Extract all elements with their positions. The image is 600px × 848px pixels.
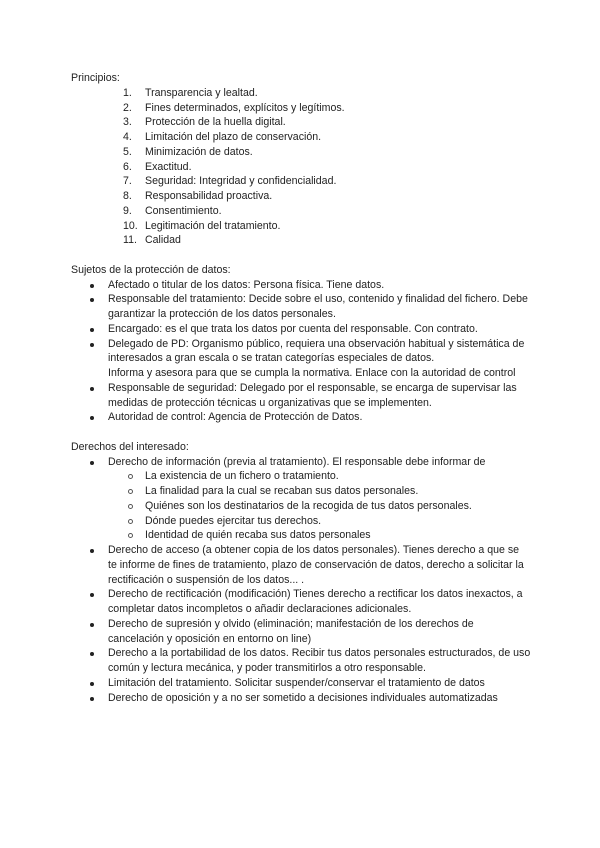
item-text: Responsabilidad proactiva. <box>145 190 273 202</box>
list-item-line <box>71 676 541 691</box>
list-item-line <box>71 602 541 617</box>
sub-list-item <box>71 469 541 484</box>
bullet-icon <box>90 284 94 288</box>
list-item-text: Afectado o titular de los datos: Persona física. Tiene datos. <box>108 278 385 291</box>
item-number: 8. <box>123 190 132 202</box>
list-item-text: Encargado: es el que trata los datos por cuenta del responsable. Con contrato. <box>108 322 478 335</box>
list-item-line <box>71 573 541 588</box>
list-item-text: cancelación y oposición en entorno on line) <box>108 632 312 645</box>
hollow-bullet-icon <box>128 519 133 524</box>
item-number: 2. <box>123 101 132 114</box>
list-item-line <box>71 351 541 366</box>
hollow-bullet-icon <box>128 533 133 538</box>
bullet-icon <box>90 549 94 553</box>
item-text: Transparencia y lealtad. <box>145 86 258 99</box>
list-item-text: Responsable del tratamiento: Decide sobre el uso, contenido y finalidad del fichero. Debe <box>108 293 528 306</box>
list-item-line <box>71 396 541 411</box>
numbered-item <box>71 160 541 175</box>
list-item <box>71 455 541 470</box>
list-item-line <box>71 558 541 573</box>
numbered-item <box>71 145 541 160</box>
sub-list-item <box>71 528 541 543</box>
list-item-text: rectificación o suspensión de los datos... . <box>108 573 305 586</box>
bullet-icon <box>90 697 94 701</box>
numbered-item <box>71 233 541 248</box>
sub-list-item-text: Quiénes son los destinatarios de la recogida de tus datos personales. <box>145 499 472 512</box>
hollow-bullet-icon <box>128 504 133 509</box>
list-item-text: Derecho a la portabilidad de los datos. Recibir tus datos personales estructurados, de uso <box>108 647 531 660</box>
list-item-text: Derecho de oposición y a no ser sometido a decisiones individuales automatizadas <box>108 691 498 704</box>
numbered-item <box>71 204 541 219</box>
sub-list <box>71 469 541 543</box>
list-item-text: completar datos incompletos o añadir declaraciones adicionales. <box>108 603 412 615</box>
list-item-line <box>71 322 541 337</box>
list-item-text: Responsable de seguridad: Delegado por el responsable, se encarga de supervisar las <box>108 381 517 394</box>
list-item-text: Derecho de información (previa al tratamiento). El responsable debe informar de <box>108 455 486 468</box>
sub-list-item <box>71 514 541 529</box>
derechos-list <box>71 455 541 706</box>
section-heading-derechos: Derechos del interesado: <box>71 440 189 453</box>
numbered-item <box>71 219 541 234</box>
bullet-icon <box>90 682 94 686</box>
numbered-item <box>71 174 541 189</box>
numbered-item <box>71 189 541 204</box>
sub-list-item <box>71 499 541 514</box>
bullet-icon <box>90 328 94 332</box>
sub-list-item-text: La finalidad para la cual se recaban sus datos personales. <box>145 485 419 497</box>
sub-list-item-text: La existencia de un fichero o tratamiento. <box>145 470 339 483</box>
list-item-text: Limitación del tratamiento. Solicitar suspender/conservar el tratamiento de datos <box>108 676 485 689</box>
list-item-line <box>71 381 541 396</box>
numbered-item <box>71 130 541 145</box>
item-text: Limitación del plazo de conservación. <box>145 131 322 143</box>
bullet-icon <box>90 623 94 627</box>
list-item-line <box>71 661 541 676</box>
item-text: Fines determinados, explícitos y legítimos. <box>145 101 345 114</box>
bullet-icon <box>90 387 94 391</box>
sub-list-item <box>71 484 541 499</box>
list-item-text: te informe de fines de tratamiento, plazo de conservación de datos, derecho a solicitar la <box>108 558 524 571</box>
numbered-item <box>71 115 541 130</box>
list-item-text: interesados a gran escala o se tratan categorías especiales de datos. <box>108 352 435 365</box>
item-text: Calidad <box>145 234 181 247</box>
list-item-text: medidas de protección técnicas u organizativas que se implementen. <box>108 396 432 409</box>
list-item-text: Derecho de acceso (a obtener copia de los datos personales). Tienes derecho a que se <box>108 544 520 556</box>
list-item-text: Delegado de PD: Organismo público, requiera una observación habitual y sistemática de <box>108 337 525 350</box>
item-text: Protección de la huella digital. <box>145 116 286 129</box>
bullet-icon <box>90 652 94 656</box>
list-item-line <box>71 617 541 632</box>
bullet-icon <box>90 416 94 420</box>
list-item-line <box>71 292 541 307</box>
list-item-text: garantizar la protección de los datos personales. <box>108 308 336 320</box>
list-item-text: Informa y asesora para que se cumpla la normativa. Enlace con la autoridad de control <box>108 367 516 379</box>
bullet-icon <box>90 298 94 302</box>
list-item-line <box>71 543 541 558</box>
list-item-text: común y lectura mecánica, y poder transmitirlos a otro responsable. <box>108 662 426 674</box>
item-number: 9. <box>123 204 132 217</box>
item-number: 11. <box>123 234 137 247</box>
item-number: 7. <box>123 175 132 188</box>
list-item-line <box>71 366 541 381</box>
item-number: 5. <box>123 145 132 158</box>
list-item-line <box>71 691 541 706</box>
list-item-text: Derecho de supresión y olvido (eliminación; manifestación de los derechos de <box>108 617 474 630</box>
item-number: 10. <box>123 219 138 232</box>
item-text: Consentimiento. <box>145 204 222 217</box>
list-item-text: Derecho de rectificación (modificación) Tienes derecho a rectificar los datos inexactos, a <box>108 588 523 601</box>
item-number: 1. <box>123 86 132 99</box>
numbered-item <box>71 86 541 101</box>
list-item-line <box>71 278 541 293</box>
principios-list <box>71 86 541 248</box>
list-item-line <box>71 307 541 322</box>
sujetos-list <box>71 278 541 426</box>
bullet-icon <box>90 593 94 597</box>
item-number: 6. <box>123 160 132 173</box>
item-text: Exactitud. <box>145 160 192 173</box>
hollow-bullet-icon <box>128 474 133 479</box>
hollow-bullet-icon <box>128 489 133 494</box>
list-item-text: Autoridad de control: Agencia de Protección de Datos. <box>108 411 363 424</box>
list-item-line <box>71 410 541 425</box>
derechos-items <box>71 543 541 705</box>
list-item-line <box>71 587 541 602</box>
list-item-line <box>71 632 541 647</box>
item-number: 3. <box>123 116 132 129</box>
section-heading-sujetos: Sujetos de la protección de datos: <box>71 263 231 276</box>
bullet-icon <box>90 461 94 465</box>
numbered-item <box>71 101 541 116</box>
item-text: Seguridad: Integridad y confidencialidad. <box>145 175 337 188</box>
item-text: Minimización de datos. <box>145 145 253 158</box>
bullet-icon <box>90 343 94 347</box>
sub-list-item-text: Dónde puedes ejercitar tus derechos. <box>145 514 322 527</box>
list-item-line <box>71 337 541 352</box>
section-heading-principios: Principios: <box>71 72 120 84</box>
document-page <box>71 71 541 705</box>
list-item-line <box>71 646 541 661</box>
sub-list-item-text: Identidad de quién recaba sus datos personales <box>145 529 371 542</box>
item-number: 4. <box>123 131 132 143</box>
item-text: Legitimación del tratamiento. <box>145 219 281 232</box>
